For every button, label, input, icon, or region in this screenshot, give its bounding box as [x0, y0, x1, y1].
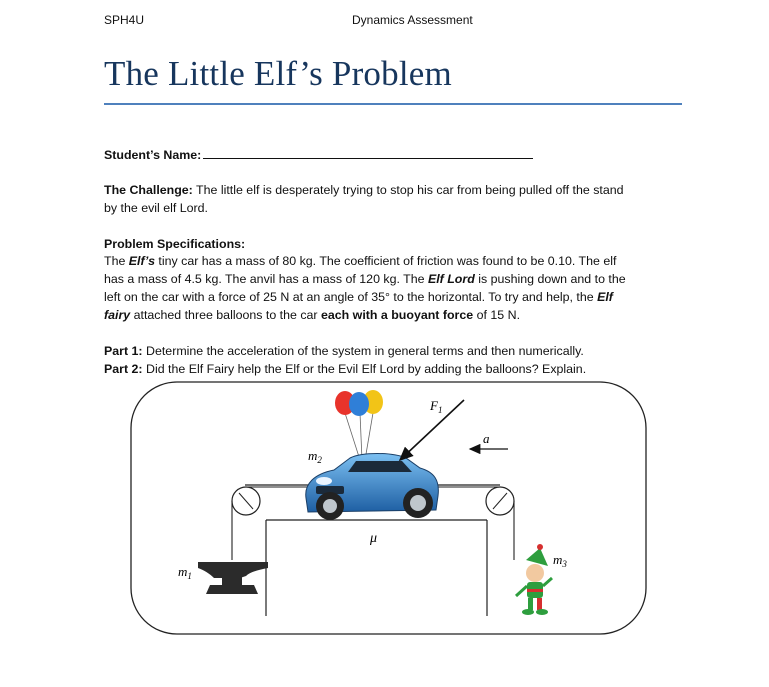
anvil-icon: [198, 562, 268, 594]
specs-l2-c: is pushing down and to the: [474, 272, 626, 286]
course-code: SPH4U: [104, 13, 145, 27]
specs-l1-a: The: [104, 254, 129, 268]
challenge-line-2: by the evil elf Lord.: [104, 201, 209, 215]
balloons-icon: [335, 390, 383, 460]
part-1-label: Part 1:: [104, 344, 143, 358]
specs-l4-c: each with a buoyant force: [321, 308, 474, 322]
challenge-text-1: The little elf is desperately trying to stop his car from being pulled off the stand: [192, 183, 624, 197]
specs-l4-b: attached three balloons to the car: [130, 308, 321, 322]
specs-l2-b: Elf Lord: [427, 272, 475, 286]
specs-l1-b: Elf’s: [128, 254, 155, 268]
part-2-text: Did the Elf Fairy help the Elf or the Evil Elf Lord by adding the balloons? Explain.: [142, 362, 587, 376]
page-title: The Little Elf’s Problem: [104, 54, 452, 93]
m3-label: $m_3$: [553, 552, 567, 569]
specs-l3-a: left on the car with a force of 25 N at an angle of 35° to the horizontal. To try and help, the: [104, 290, 598, 304]
student-name-label: Student’s Name:: [104, 148, 202, 162]
assessment-title: Dynamics Assessment: [352, 13, 473, 27]
specs-heading-text: Problem Specifications:: [104, 237, 246, 251]
part-1-text: Determine the acceleration of the system in general terms and then numerically.: [142, 344, 584, 358]
right-pulley: [486, 487, 514, 515]
m2-label: $m_2$: [308, 448, 322, 465]
specs-l4-d: of 15 N.: [473, 308, 521, 322]
specs-l1-c: tiny car has a mass of 80 kg. The coefficient of friction was found to be 0.10. The elf: [154, 254, 617, 268]
mu-label: μ: [370, 531, 378, 546]
left-pulley: [232, 487, 260, 515]
m1-label: $m_1$: [178, 564, 192, 581]
elf-icon: [516, 544, 552, 615]
acceleration-label: a: [483, 431, 490, 446]
challenge-label: The Challenge:: [104, 183, 193, 197]
specs-l2-a: has a mass of 4.5 kg. The anvil has a mass of 120 kg. The: [104, 272, 428, 286]
part-2-label: Part 2:: [104, 362, 143, 376]
car-icon: [306, 454, 439, 521]
specs-l4-a: fairy: [104, 308, 131, 322]
specs-l3-b: Elf: [597, 290, 613, 304]
force-label: $F_1$: [430, 398, 443, 415]
